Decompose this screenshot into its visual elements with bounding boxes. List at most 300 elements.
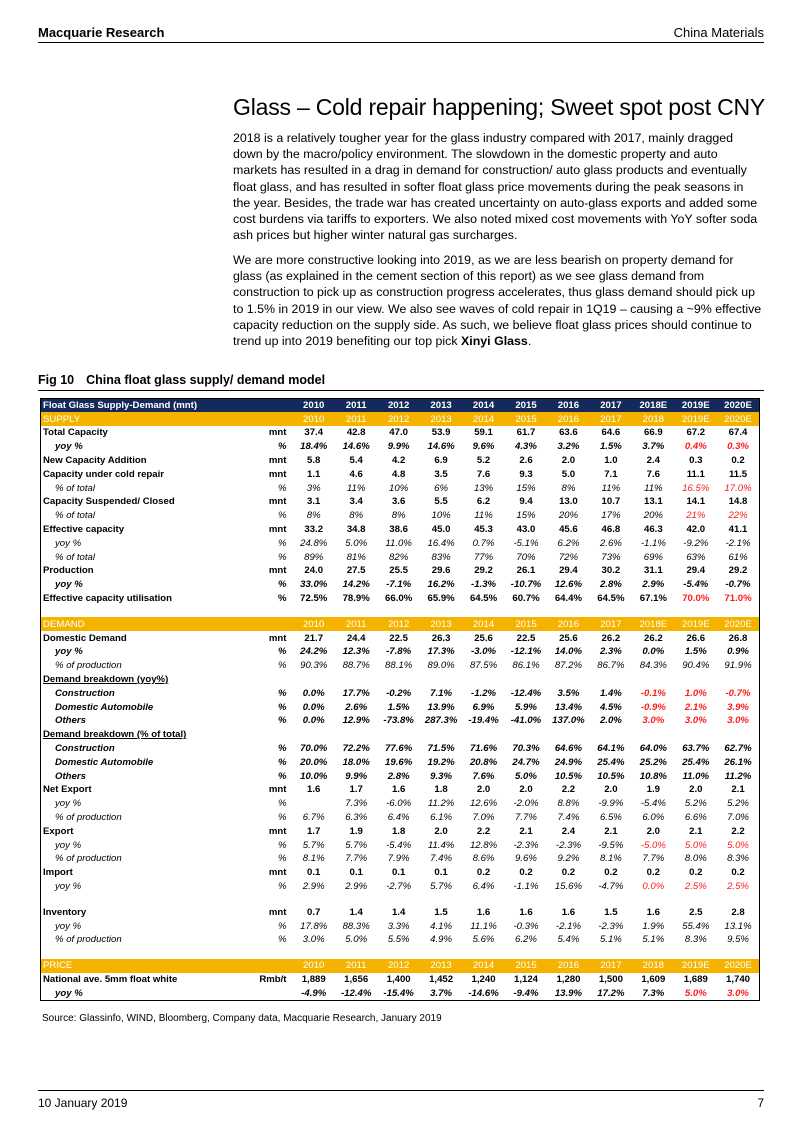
value-cell: 5.5: [434, 496, 448, 508]
value-cell: 26.2: [601, 632, 621, 644]
value-cell: 26.6: [686, 632, 706, 644]
value-cell: 64.5%: [469, 593, 498, 605]
value-cell: 2.6%: [599, 537, 622, 549]
unit-cell: [249, 673, 293, 687]
value-cell: 73%: [601, 551, 621, 563]
value-cell: 16.4%: [427, 537, 455, 549]
value-cell: 3.0%: [684, 715, 707, 727]
row-label: DEMAND: [41, 617, 249, 631]
year-cell: 2011: [335, 412, 377, 426]
value-cell: 63.7%: [682, 743, 710, 755]
value-cell: 137.0%: [552, 715, 585, 727]
spacer-cell: [717, 947, 759, 959]
table-row: [41, 838, 760, 852]
row-label: yoy %: [55, 920, 82, 932]
value-cell: 3%: [306, 482, 321, 494]
value-cell: 63%: [686, 551, 706, 563]
value-cell: 64.5%: [597, 593, 625, 605]
value-cell: -2.1%: [555, 920, 581, 932]
value-cell: 59.1: [474, 427, 493, 439]
value-cell: 1,689: [683, 973, 708, 985]
value-cell: 12.9%: [342, 715, 370, 727]
value-cell: 2.4: [561, 825, 576, 837]
value-cell: 10.0%: [300, 770, 328, 782]
value-cell: 13.9%: [554, 987, 583, 999]
value-cell: 0.1: [349, 867, 363, 879]
value-cell: 2.0: [561, 455, 576, 467]
value-cell: 2.8: [731, 906, 745, 918]
year-cell: 2020E: [717, 399, 759, 413]
value-cell: 5.0%: [345, 537, 368, 549]
value-cell: 1.1: [307, 468, 321, 480]
value-cell: 34.8: [346, 524, 366, 536]
value-cell: -5.4%: [683, 579, 709, 591]
value-cell: 88.3%: [342, 920, 370, 932]
value-cell: 46.8: [601, 524, 621, 536]
value-cell: -1.2%: [471, 687, 497, 699]
value-cell: 4.8: [391, 468, 406, 480]
year-cell: 2019E: [675, 412, 717, 426]
value-cell: 2.9%: [642, 579, 665, 591]
value-cell: 2.0: [604, 784, 618, 796]
value-cell: 88.7%: [342, 660, 370, 672]
value-cell: 3.0%: [302, 934, 325, 946]
spacer-cell: [41, 947, 249, 959]
value-cell: 6.4%: [387, 812, 410, 823]
value-cell: 2.1%: [684, 701, 707, 713]
value-cell: 5.4%: [557, 934, 580, 946]
value-cell: -7.1%: [386, 579, 412, 591]
value-cell: 24.0: [304, 565, 324, 577]
row-label: yoy %: [55, 798, 82, 810]
table-row: [41, 866, 760, 880]
value-cell: 9.3%: [430, 770, 453, 782]
row-label: Demand breakdown (yoy%): [43, 674, 169, 686]
spacer-cell: [505, 947, 547, 959]
table-row: [41, 592, 760, 606]
table-row: [41, 742, 760, 756]
value-cell: 10%: [389, 482, 409, 494]
value-cell: [420, 893, 462, 905]
value-cell: 45.0: [431, 524, 451, 536]
unit-cell: %: [277, 880, 287, 892]
value-cell: 1.4%: [599, 687, 622, 699]
value-cell: 0.4%: [684, 441, 707, 453]
value-cell: [462, 673, 504, 687]
value-cell: 14.0%: [554, 646, 583, 658]
value-cell: 2.0: [519, 784, 533, 796]
value-cell: [377, 893, 419, 905]
value-cell: 9.4: [519, 496, 533, 508]
unit-cell: %: [277, 687, 287, 699]
year-cell: 2010: [293, 399, 335, 413]
value-cell: 12.8%: [469, 839, 498, 851]
year-cell: 2011: [335, 959, 377, 973]
spacer-cell: [675, 947, 717, 959]
row-label: Net Export: [43, 784, 92, 796]
value-cell: 10.5%: [554, 770, 583, 782]
value-cell: 2.0: [646, 825, 661, 837]
header-divider: [38, 42, 764, 43]
value-cell: 5.7%: [345, 839, 368, 851]
value-cell: 7.1%: [430, 687, 453, 699]
value-cell: 17.3%: [427, 646, 455, 658]
value-cell: 18.4%: [300, 441, 328, 453]
unit-cell: %: [277, 510, 287, 522]
value-cell: 66.0%: [385, 593, 413, 605]
header-right: China Materials: [673, 25, 764, 40]
value-cell: [293, 797, 335, 811]
value-cell: 0.2: [731, 455, 745, 467]
value-cell: [547, 673, 589, 687]
value-cell: 1,656: [344, 973, 369, 985]
value-cell: 6.2%: [557, 537, 580, 549]
row-label: % of total: [55, 551, 95, 563]
value-cell: 70.0%: [682, 593, 710, 605]
value-cell: 1,452: [429, 973, 454, 985]
table-row: [41, 440, 760, 454]
spacer-cell: [675, 605, 717, 617]
unit-cell: [249, 959, 293, 973]
year-cell: 2019E: [675, 959, 717, 973]
value-cell: 0.0%: [642, 646, 665, 658]
row-label: Export: [43, 825, 74, 837]
unit-cell: %: [277, 812, 287, 823]
value-cell: 11%: [474, 510, 493, 522]
value-cell: 65.9%: [427, 593, 455, 605]
value-cell: 87.5%: [469, 660, 498, 672]
table-row: [41, 933, 760, 947]
value-cell: [335, 728, 377, 742]
row-label: Construction: [55, 743, 115, 755]
value-cell: 1,280: [556, 973, 581, 985]
value-cell: [462, 893, 504, 905]
value-cell: 12.3%: [342, 646, 370, 658]
value-cell: 64.4%: [554, 593, 583, 605]
value-cell: 33.0%: [300, 579, 328, 591]
value-cell: 2.0%: [599, 715, 622, 727]
value-cell: 46.3: [644, 524, 663, 536]
value-cell: 10.7: [601, 496, 621, 508]
value-cell: 0.1: [434, 867, 448, 879]
value-cell: 9.5%: [727, 934, 749, 946]
spacer-cell: [335, 605, 377, 617]
value-cell: [377, 728, 419, 742]
value-cell: -1.1%: [640, 537, 666, 549]
value-cell: [335, 893, 377, 905]
value-cell: 90.4%: [682, 660, 710, 672]
value-cell: 24.9%: [554, 756, 583, 768]
value-cell: 8.0%: [684, 853, 707, 865]
value-cell: -0.2%: [386, 687, 412, 699]
value-cell: 6.3%: [345, 812, 368, 823]
value-cell: 1,240: [471, 973, 496, 985]
value-cell: 13.1: [644, 496, 663, 508]
table-row: [41, 986, 760, 1000]
value-cell: 5.8: [307, 455, 321, 467]
spacer-cell: [335, 947, 377, 959]
value-cell: 9.6%: [515, 853, 537, 865]
value-cell: 9.6%: [472, 441, 495, 453]
value-cell: 7.6: [646, 468, 661, 480]
value-cell: 15.6%: [554, 880, 583, 892]
value-cell: 6.5%: [599, 812, 622, 823]
year-cell: 2018E: [632, 617, 674, 631]
unit-cell: mnt: [268, 784, 287, 796]
table-row: [41, 631, 760, 645]
value-cell: 26.3: [431, 632, 451, 644]
value-cell: 13.0: [559, 496, 578, 508]
value-cell: 70%: [516, 551, 536, 563]
value-cell: 6.0%: [642, 812, 665, 823]
unit-cell: %: [277, 701, 287, 713]
unit-cell: [249, 986, 293, 1000]
value-cell: 1.5%: [599, 441, 622, 453]
value-cell: [632, 673, 674, 687]
value-cell: 1,740: [726, 973, 751, 985]
row-label: % of production: [55, 934, 122, 946]
row-label: PRICE: [41, 959, 249, 973]
year-cell: 2014: [462, 959, 504, 973]
value-cell: 22.5: [516, 632, 536, 644]
value-cell: 1.6: [391, 784, 406, 796]
row-label: yoy %: [55, 537, 82, 549]
value-cell: 2.6%: [345, 701, 368, 713]
value-cell: 25.4%: [597, 756, 625, 768]
value-cell: 3.0%: [727, 715, 749, 727]
value-cell: 7.3%: [642, 987, 665, 999]
spacer-cell: [632, 605, 674, 617]
value-cell: 84.3%: [639, 660, 667, 672]
value-cell: 17%: [601, 510, 621, 522]
value-cell: 10%: [431, 510, 451, 522]
value-cell: 11.0%: [682, 770, 710, 782]
unit-cell: mnt: [268, 632, 287, 644]
value-cell: 6.2: [476, 496, 491, 508]
value-cell: 86.7%: [597, 660, 625, 672]
year-cell: 2020E: [717, 959, 759, 973]
table-row: [41, 783, 760, 797]
spacer-cell: [462, 605, 504, 617]
value-cell: 14.2%: [342, 579, 370, 591]
spacer-cell: [293, 947, 335, 959]
table-row: [41, 893, 760, 905]
value-cell: 11%: [346, 482, 366, 494]
value-cell: [547, 728, 589, 742]
value-cell: 16.5%: [682, 482, 710, 494]
value-cell: 22%: [728, 510, 748, 522]
unit-cell: [249, 399, 293, 413]
unit-cell: [249, 412, 293, 426]
value-cell: 11.2%: [427, 798, 455, 810]
value-cell: [675, 673, 717, 687]
value-cell: 61%: [728, 551, 748, 563]
value-cell: 4.1%: [430, 920, 453, 932]
value-cell: 13.1%: [724, 920, 752, 932]
value-cell: 26.1: [516, 565, 536, 577]
row-label: Effective capacity utilisation: [43, 593, 173, 605]
value-cell: [462, 728, 504, 742]
value-cell: 45.6: [559, 524, 578, 536]
value-cell: 29.2: [474, 565, 493, 577]
value-cell: 1.8: [391, 825, 406, 837]
value-cell: 77%: [473, 551, 494, 563]
value-cell: -5.4%: [386, 839, 412, 851]
value-cell: 11.5: [728, 468, 748, 480]
value-cell: 16.2%: [427, 579, 455, 591]
value-cell: [717, 673, 759, 687]
unit-cell: mnt: [268, 565, 287, 577]
row-label: Construction: [55, 687, 115, 699]
unit-cell: %: [277, 593, 287, 605]
value-cell: 0.2: [731, 867, 745, 879]
value-cell: 1.4: [391, 906, 406, 918]
unit-cell: Rmb/t: [259, 973, 287, 985]
value-cell: 14.1: [686, 496, 706, 508]
value-cell: 66.9: [644, 427, 663, 439]
value-cell: 1.9: [349, 825, 363, 837]
value-cell: 1.4: [349, 906, 363, 918]
value-cell: 5.6%: [472, 934, 495, 946]
value-cell: 81%: [346, 551, 366, 563]
year-cell: 2010: [293, 617, 335, 631]
value-cell: 24.2%: [300, 646, 328, 658]
row-label: yoy %: [55, 987, 83, 999]
value-cell: 86.1%: [512, 660, 540, 672]
unit-cell: mnt: [268, 427, 287, 439]
row-label: Domestic Automobile: [55, 701, 154, 713]
value-cell: 15%: [516, 510, 536, 522]
unit-cell: mnt: [268, 468, 287, 480]
value-cell: 8.1%: [302, 853, 325, 865]
value-cell: 43.0: [516, 524, 536, 536]
spacer-row: [41, 947, 760, 959]
value-cell: 0.0%: [302, 687, 325, 699]
value-cell: -2.1%: [725, 537, 751, 549]
value-cell: -1.1%: [513, 880, 539, 892]
value-cell: 71.0%: [724, 593, 752, 605]
value-cell: 9.9%: [387, 441, 410, 453]
row-label: Capacity under cold repair: [43, 468, 165, 480]
year-cell: 2017: [590, 959, 632, 973]
value-cell: -73.8%: [383, 715, 414, 727]
unit-cell: %: [277, 537, 287, 549]
value-cell: 83%: [431, 551, 451, 563]
value-cell: 19.6%: [385, 756, 413, 768]
value-cell: 0.1: [307, 867, 321, 879]
row-label: Total Capacity: [43, 427, 108, 439]
row-label: Import: [43, 867, 73, 879]
value-cell: 9.2%: [557, 853, 580, 865]
value-cell: 41.1: [728, 524, 748, 536]
value-cell: 33.2: [304, 524, 324, 536]
table-row: [41, 700, 760, 714]
value-cell: 11.1%: [470, 920, 497, 932]
value-cell: 72.2%: [342, 743, 370, 755]
value-cell: 1.8: [434, 784, 448, 796]
row-label: Demand breakdown (% of total): [43, 729, 187, 741]
value-cell: -12.1%: [510, 646, 542, 658]
value-cell: 5.1%: [599, 934, 622, 946]
value-cell: 5.0%: [684, 987, 707, 999]
value-cell: -2.7%: [386, 880, 412, 892]
value-cell: 2.9%: [345, 880, 368, 892]
value-cell: 42.0: [686, 524, 706, 536]
spacer-cell: [590, 605, 632, 617]
value-cell: 0.9%: [727, 646, 749, 658]
value-cell: 2.1: [731, 784, 745, 796]
value-cell: -2.3%: [513, 839, 539, 851]
paragraph-2-end: .: [527, 334, 532, 349]
value-cell: 5.2: [476, 455, 491, 467]
unit-cell: %: [277, 853, 287, 865]
table-row: [41, 905, 760, 919]
value-cell: 5.4: [349, 455, 363, 467]
paragraph-2-text: We are more constructive looking into 2019, as we are less bearish on property demand for glass (as explained in the cement section of this report) as we see glass demand from construction to pick up as construction progress accelerates, thus glass demand should pick up to 1.5% in 2019 in our view. We also see waves of cold repair in 1Q19 – causing a ~9% effective capacity reduction on the supply side. As such, we believe float glass prices should continue to trend up into 2019 benefiting our top pick: [233, 253, 762, 349]
value-cell: 70.0%: [300, 743, 328, 755]
unit-cell: mnt: [268, 825, 287, 837]
spacer-cell: [249, 947, 293, 959]
value-cell: 17.0%: [724, 482, 752, 494]
value-cell: 60.7%: [512, 593, 540, 605]
value-cell: 0.2: [689, 867, 703, 879]
year-cell: 2014: [462, 399, 504, 413]
value-cell: 1.5%: [684, 646, 707, 658]
value-cell: -4.7%: [598, 880, 624, 892]
paragraph-1: 2018 is a relatively tougher year for the glass industry compared with 2017, mainly dragged down by the macro/policy environment. The slowdown in the domestic property and auto markets has resulted in a drag in demand for construction/ auto glass products and eventually float glass, and has resulted in softer float glass price movements during the peak seasons in the year. Besides, the trade war has created uncertainty on auto-glass exports and added some cost burdens via tariffs to exporters. We also noted mixed cost movements with YoY softer soda ash prices but higher winter natural gas surcharges.: [233, 131, 758, 243]
row-label: % of production: [55, 812, 122, 823]
value-cell: -2.3%: [598, 920, 624, 932]
value-cell: 0.0%: [302, 715, 325, 727]
value-cell: 3.3%: [387, 920, 410, 932]
spacer-cell: [717, 605, 759, 617]
value-cell: -0.3%: [513, 920, 539, 932]
value-cell: 64.6%: [554, 743, 583, 755]
value-cell: [590, 673, 632, 687]
table-row: [41, 824, 760, 838]
year-cell: 2018E: [632, 399, 674, 413]
spacer-cell: [547, 605, 589, 617]
value-cell: 5.0%: [684, 839, 707, 851]
table-row: [41, 495, 760, 509]
value-cell: 8.1%: [599, 853, 622, 865]
value-cell: 7.4%: [430, 853, 453, 865]
value-cell: 0.3%: [727, 441, 749, 453]
value-cell: 0.0%: [302, 701, 325, 713]
value-cell: 25.6: [559, 632, 578, 644]
value-cell: 14.8: [728, 496, 748, 508]
value-cell: 87.2%: [554, 660, 583, 672]
table-row: [41, 852, 760, 866]
value-cell: 1,609: [641, 973, 666, 985]
row-label: yoy %: [55, 441, 83, 453]
value-cell: 27.5: [346, 565, 366, 577]
value-cell: 1,889: [301, 973, 326, 985]
spacer-cell: [420, 947, 462, 959]
value-cell: 64.6: [601, 427, 621, 439]
value-cell: 5.7%: [302, 839, 325, 851]
year-cell: 2017: [590, 412, 632, 426]
table-row: [41, 673, 760, 687]
value-cell: 21%: [686, 510, 706, 522]
value-cell: 3.6: [391, 496, 406, 508]
figure-divider: [38, 390, 764, 391]
value-cell: 5.9%: [515, 701, 537, 713]
value-cell: -0.9%: [640, 701, 666, 713]
value-cell: 17.2%: [597, 987, 625, 999]
year-cell: 2016: [547, 412, 589, 426]
table-row: [41, 728, 760, 742]
